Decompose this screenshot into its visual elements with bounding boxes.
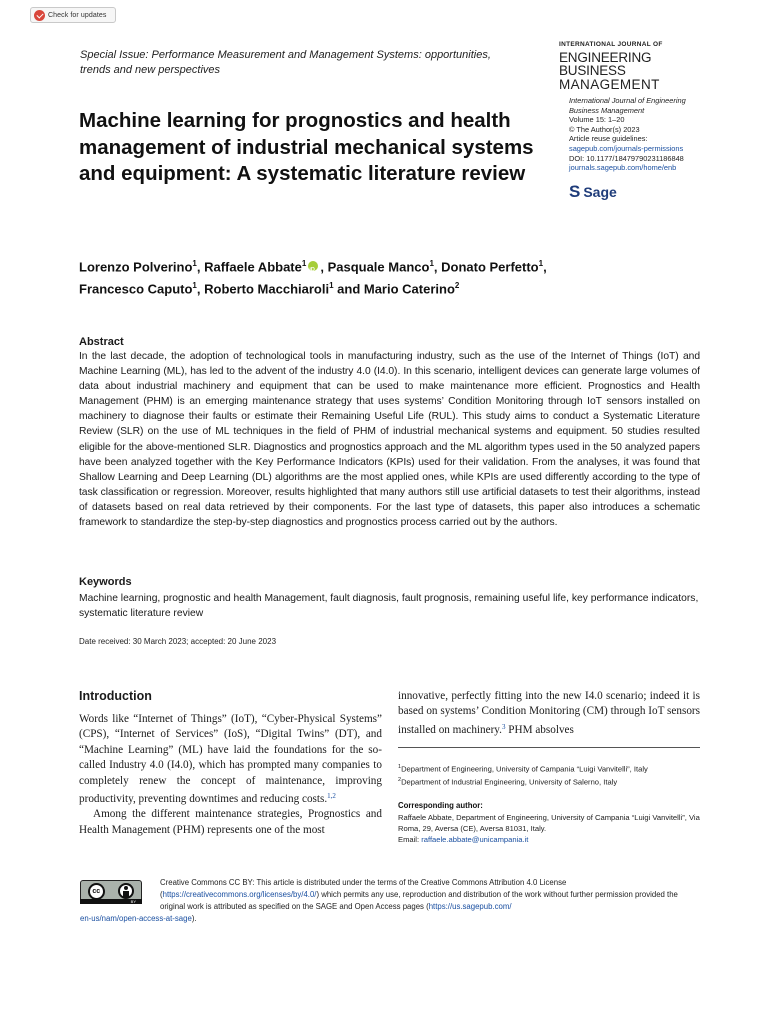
citation-link[interactable]: 1,2 (327, 792, 336, 801)
corresponding-author-address: Raffaele Abbate, Department of Engineering, University of Campania “Luigi Vanvitelli”, Via Roma, 29, Aversa (CE), Aversa 81031, Italy. (398, 813, 700, 834)
citation-link[interactable]: 3 (501, 722, 506, 731)
article-meta (569, 96, 719, 173)
cc-by-strip: BY (80, 899, 142, 904)
cc-icon: cc (88, 883, 105, 900)
corresponding-email-line: Email: raffaele.abbate@unicampania.it (398, 835, 529, 845)
affiliation-item: $^2$Department of Industrial Engineering, University of Salerno, Italy (398, 776, 618, 787)
cc-license-link[interactable]: https://creativecommons.org/licenses/by/4.0/ (162, 890, 317, 900)
orcid-icon[interactable] (308, 261, 318, 271)
author-affiliation: 1 (329, 281, 334, 291)
email-link[interactable]: raffaele.abbate@unicampania.it (421, 835, 529, 845)
author-name: Donato Perfetto (441, 259, 539, 275)
author-name: Pasquale Manco (327, 259, 430, 275)
intro-paragraph-1: Words like “Internet of Things” (IoT), “Cyber-Physical Systems” (CPS), “Internet of Services” (IoS), “Digital Twins” (DT), and “Machine Learning” (ML) have laid the foundations for the so-called Industry 4.0 (I4.0), which has prompted many companies to completely renew the concept of maintenance, improving productivity, preventing downtimes and reducing costs.$^{1,2}$ (79, 713, 382, 806)
license-text-continued: en-us/nam/open-access-at-sage). (80, 914, 197, 923)
footnote-divider (398, 747, 700, 748)
license-text: Creative Commons CC BY: This article is distributed under the terms of the Creative Commons Attribution 4.0 License (https://creativecommons.org/licenses/by/4.0/) which permits any use, reproduction and distribution of the work without further permission provided the original work is attributed as specified on the SAGE and Open Access pages (https://us.sagepub.com/ (160, 878, 678, 912)
journal-brand (559, 42, 709, 91)
author-affiliation: 1 (429, 259, 434, 268)
sage-mark-icon: S (569, 182, 581, 201)
check-updates-label: Check for updates (48, 11, 107, 19)
keywords-text: Machine learning, prognostic and health Management, fault diagnosis, fault prognosis, remaining useful life, key performance indicators, systematic literature review (79, 593, 699, 620)
reuse-link[interactable]: sagepub.com/journals-permissions (569, 143, 684, 153)
author-affiliation: 1 (192, 259, 197, 268)
journal-brand-line3: MANAGEMENT (559, 76, 660, 92)
author-name: Roberto Macchiaroli (204, 281, 330, 297)
journal-home-link[interactable]: journals.sagepub.com/home/enb (569, 163, 677, 173)
sage-logo (569, 183, 617, 200)
meta-copyright: © The Author(s) 2023 (569, 124, 640, 134)
author-list: Lorenzo Polverino$^1$, Raffaele Abbate$^1$iD , Pasquale Manco$^1$, Donato Perfetto$^1$, Francesco Caputo$^1$, Roberto Macchiaroli$^1$ and Mario Caterino$^2$ (79, 254, 679, 299)
author-affiliation: 1 (538, 259, 544, 268)
meta-volume: Volume 15: 1–20 (569, 115, 625, 125)
journal-brand-line2: ENGINEERING BUSINESS (559, 49, 652, 78)
corresponding-author-label: Corresponding author: (398, 801, 483, 810)
author-name: Mario Caterino (363, 281, 455, 297)
open-access-link-continued[interactable]: en-us/nam/open-access-at-sage (80, 914, 192, 923)
author-affiliation: 1 (301, 259, 307, 268)
author-name: Lorenzo Polverino (79, 259, 193, 275)
meta-doi: DOI: 10.1177/18479790231186848 (569, 153, 684, 163)
author-name: Francesco Caputo (79, 281, 193, 297)
meta-journal-name-1: International Journal of Engineering (569, 96, 686, 105)
special-issue-line: Special Issue: Performance Measurement and Management Systems: opportunities, trends and new perspectives (80, 49, 491, 76)
affiliations (398, 762, 708, 787)
introduction-column-1 (79, 712, 382, 838)
journal-brand-line1: INTERNATIONAL JOURNAL OF (559, 41, 663, 48)
corresponding-author (398, 812, 708, 846)
open-access-link[interactable]: https://us.sagepub.com/ (428, 902, 512, 912)
article-title: Machine learning for prognostics and health management of industrial mechanical systems and equipment: A systematic literature review (79, 109, 534, 185)
affiliation-item: $^1$Department of Engineering, University of Campania “Luigi Vanvitelli”, Italy (398, 764, 648, 774)
meta-reuse-label: Article reuse guidelines: (569, 134, 648, 144)
sage-wordmark: Sage (583, 183, 617, 200)
abstract-heading: Abstract (79, 336, 124, 348)
author-affiliation: 1 (192, 281, 197, 291)
keywords-heading: Keywords (79, 576, 132, 588)
check-updates-icon (34, 10, 45, 21)
author-affiliation: 2 (454, 281, 460, 291)
check-for-updates-badge[interactable] (30, 7, 116, 23)
introduction-column-2: innovative, perfectly fitting into the new I4.0 scenario; indeed it is based on systems’ Condition Monitoring (CM) through IoT sensors installed on machinery.$^3$ PHM absolves (398, 690, 700, 736)
attribution-person-icon (118, 883, 134, 899)
date-received: Date received: 30 March 2023; accepted: 20 June 2023 (79, 637, 277, 646)
intro-paragraph-2: Among the different maintenance strategies, Prognostics and Health Management (PHM) represents one of the most (79, 808, 382, 836)
abstract-text: In the last decade, the adoption of technological tools in manufacturing industry, such as the use of the Internet of Things (IoT) and Machine Learning (ML), has led to the advent of the industry 4.0 (I4.0). In this scenario, intelligent devices can generate large volumes of data about industrial machinery and equipment that can be used to make maintenance more efficient. Prognostics and Health Management (PHM) is an emerging maintenance strategy that uses systems’ Condition Monitoring through IoT sensors installed on machinery to diagnose their faults or estimate their Remaining Useful Life (RUL). This study aims to conduct a Systematic Literature Review (SLR) on the use of ML techniques in the field of PHM of industrial mechanical systems and equipment. 50 studies resulted eligible for the above-mentioned SLR. Diagnostics and prognostics approach and the ML algorithm types used in the 50 analyzed papers have been analyzed together with the Key Performance Indicators (KPIs) used for their validation. From the analyses, it was found that Shallow Learning and Deep Learning (DL) algorithms are the most applied ones, while KPIs are used differently according to the type of task classification or regression. Moreover, results highlighted that many authors still use artificial datasets to test their algorithms, instead of datasets based on real data retrieved by their components. For the last type of datasets, this paper also introduces a schematic framework to standardize the step-by-step diagnostics and prognostics process carried out by the authors. (79, 351, 700, 529)
meta-journal-name-2: Business Management (569, 105, 645, 115)
introduction-heading: Introduction (79, 689, 152, 703)
author-name: Raffaele Abbate (204, 259, 302, 275)
